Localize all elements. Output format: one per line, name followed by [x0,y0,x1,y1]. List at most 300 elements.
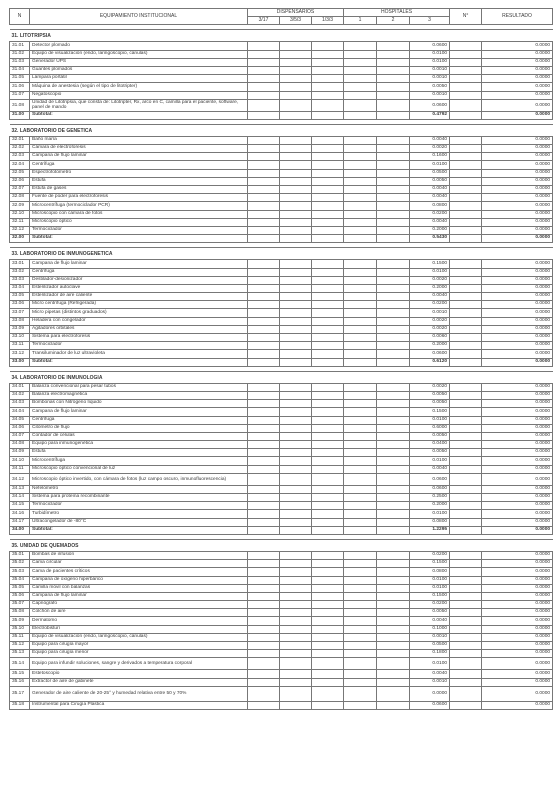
item-description: Lámpara portátil [30,75,248,83]
item-description: Microscopio con cámara de fotos [30,210,248,218]
empty-cell [312,408,344,416]
table-row [10,145,553,153]
empty-cell [312,58,344,66]
table-row [10,58,553,66]
item-count [450,99,482,111]
table-row [10,186,553,194]
empty-cell [280,284,312,292]
empty-cell [377,83,410,91]
item-result: 0.0000 [482,391,553,399]
item-count [450,551,482,559]
item-description: Generador de aire caliente de 20-25° y humedad relativa entre 50 y 70% [30,686,248,701]
empty-cell [377,473,410,485]
empty-cell [280,670,312,678]
empty-cell [280,617,312,625]
table-row [10,617,553,625]
item-code: 34.02 [10,391,30,399]
empty-cell [280,91,312,99]
item-count [450,441,482,449]
item-count [450,342,482,350]
item-count [450,383,482,391]
item-value: 0.0020 [410,145,450,153]
item-value: 0.2000 [410,502,450,510]
item-description: Esterilizador de aire caliente [30,293,248,301]
empty-cell [312,670,344,678]
equipment-header: EQUIPAMIENTO INSTITUCIONAL [30,9,248,25]
item-result: 0.0000 [482,186,553,194]
item-code: 33.08 [10,317,30,325]
table-row [10,601,553,609]
item-value: 0.0600 [410,473,450,485]
sub-header: 1 [344,17,377,25]
subtotal-row [10,111,553,119]
sub-header: 3/17 [248,17,280,25]
item-count [450,226,482,234]
empty-cell [248,457,280,465]
item-code: 33.02 [10,268,30,276]
item-result: 0.0000 [482,50,553,58]
empty-cell [248,301,280,309]
empty-cell [344,186,377,194]
empty-cell [377,153,410,161]
table-row [10,301,553,309]
empty-cell [344,260,377,268]
empty-cell [248,99,280,111]
item-value: 0.0010 [410,91,450,99]
item-description: Cama de pacientes críticos [30,568,248,576]
empty-cell [280,584,312,592]
table-row [10,686,553,701]
item-count [450,576,482,584]
empty-cell [248,473,280,485]
empty-cell [377,625,410,633]
item-description: Bombonas con Nitrógeno líquido [30,400,248,408]
section-title: 31. LITOTRIPSIA [10,30,553,42]
item-value: 0.0060 [410,334,450,342]
empty-cell [248,83,280,91]
empty-cell [344,485,377,493]
item-count [450,485,482,493]
item-result: 0.0000 [482,145,553,153]
empty-cell [280,465,312,473]
table-row [10,494,553,502]
item-description: Centrífuga [30,161,248,169]
empty-cell [344,66,377,74]
empty-cell [248,226,280,234]
item-code: 35.14 [10,658,30,670]
item-value: 0.0800 [410,518,450,526]
item-count [450,670,482,678]
empty-cell [377,268,410,276]
item-count [450,284,482,292]
item-result: 0.0000 [482,650,553,658]
item-count [450,153,482,161]
item-description: Transiluminador de luz ultravioleta [30,350,248,358]
empty-cell [280,186,312,194]
empty-cell [248,194,280,202]
hospitales-header: HOSPITALES [344,9,450,17]
item-result: 0.0000 [482,284,553,292]
item-value: 0.0600 [410,350,450,358]
empty-cell [377,601,410,609]
item-description: Equipo de visualización (endo, laringoscopio, cánulas) [30,50,248,58]
empty-cell [248,633,280,641]
item-code: 31.00 [10,111,30,119]
item-count [450,592,482,600]
sub-header: 3/5/3 [280,17,312,25]
empty-cell [248,383,280,391]
empty-cell [280,342,312,350]
item-result: 0.0000 [482,358,553,366]
empty-cell [344,42,377,50]
empty-cell [248,276,280,284]
empty-cell [344,334,377,342]
section-title: 32. LABORATORIO DE GENETICA [10,124,553,136]
empty-cell [312,518,344,526]
item-description: Subtotal: [30,111,248,119]
item-count [450,350,482,358]
subtotal-row [10,358,553,366]
item-count [450,83,482,91]
item-description: Generador UPS [30,58,248,66]
empty-cell [280,686,312,701]
item-description: Unidad de Litotripsia, que consta de: Litotripter, Rx, arco en C, camilla para el paciente, software, panel de mando [30,99,248,111]
item-result: 0.0000 [482,633,553,641]
empty-cell [248,449,280,457]
empty-cell [312,226,344,234]
empty-cell [377,400,410,408]
table-row [10,457,553,465]
item-description: Balanza electromagnética [30,391,248,399]
section-row [10,371,553,383]
empty-cell [280,358,312,366]
item-count [450,50,482,58]
empty-cell [377,584,410,592]
item-result: 0.0000 [482,560,553,568]
item-count [450,494,482,502]
empty-cell [377,260,410,268]
empty-cell [312,633,344,641]
item-value: 0.1800 [410,650,450,658]
item-result: 0.0000 [482,342,553,350]
empty-cell [344,268,377,276]
item-description: Estufa [30,449,248,457]
empty-cell [280,432,312,440]
item-description: Nefelómetro [30,485,248,493]
empty-cell [280,424,312,432]
item-count [450,309,482,317]
empty-cell [248,678,280,686]
empty-cell [377,465,410,473]
item-result: 0.0000 [482,526,553,534]
empty-cell [248,202,280,210]
empty-cell [344,449,377,457]
empty-cell [377,293,410,301]
empty-cell [248,408,280,416]
item-count [450,518,482,526]
item-result: 0.0000 [482,260,553,268]
item-count [450,642,482,650]
empty-cell [280,658,312,670]
item-value: 0.0040 [410,186,450,194]
table-row [10,568,553,576]
table-row [10,317,553,325]
empty-cell [377,75,410,83]
empty-cell [377,342,410,350]
empty-cell [280,592,312,600]
item-value: 0.0600 [410,701,450,709]
empty-cell [280,518,312,526]
item-result: 0.0000 [482,91,553,99]
item-value: 0.0040 [410,670,450,678]
item-code: 32.06 [10,177,30,185]
item-code: 32.11 [10,218,30,226]
empty-cell [248,400,280,408]
empty-cell [248,584,280,592]
empty-cell [344,670,377,678]
empty-cell [377,416,410,424]
item-count [450,601,482,609]
item-value: 0.0010 [410,309,450,317]
empty-cell [248,309,280,317]
item-count [450,218,482,226]
item-description: Centrífuga [30,416,248,424]
empty-cell [312,465,344,473]
item-value: 0.0200 [410,301,450,309]
empty-cell [344,441,377,449]
empty-cell [280,678,312,686]
empty-cell [312,592,344,600]
item-value: 0.0050 [410,391,450,399]
table-row [10,260,553,268]
item-result: 0.0000 [482,268,553,276]
empty-cell [312,136,344,144]
empty-cell [377,334,410,342]
empty-cell [377,317,410,325]
item-result: 0.0000 [482,473,553,485]
item-result: 0.0000 [482,432,553,440]
table-row [10,66,553,74]
item-description: Estufa [30,177,248,185]
item-description: Instrumental para Cirugía Plástica [30,701,248,709]
item-description: Centrífuga [30,268,248,276]
empty-cell [248,701,280,709]
item-code: 34.15 [10,502,30,510]
table-row [10,91,553,99]
item-value: 0.0600 [410,485,450,493]
item-count [450,465,482,473]
item-description: Estufa de gases [30,186,248,194]
item-code: 31.02 [10,50,30,58]
item-code: 31.01 [10,42,30,50]
item-description: Microscopio óptico [30,218,248,226]
empty-cell [344,568,377,576]
table-row [10,325,553,333]
empty-cell [344,111,377,119]
empty-cell [280,260,312,268]
empty-cell [344,473,377,485]
item-result: 0.0000 [482,66,553,74]
empty-cell [280,473,312,485]
item-code: 35.09 [10,617,30,625]
item-value: 0.6000 [410,424,450,432]
item-count [450,276,482,284]
item-count [450,111,482,119]
item-code: 35.03 [10,568,30,576]
empty-cell [248,58,280,66]
empty-cell [344,642,377,650]
empty-cell [312,202,344,210]
empty-cell [280,169,312,177]
item-value: 0.0020 [410,317,450,325]
item-code: 31.03 [10,58,30,66]
empty-cell [280,177,312,185]
empty-cell [377,202,410,210]
empty-cell [280,66,312,74]
item-code: 33.11 [10,342,30,350]
item-value: 0.0200 [410,551,450,559]
empty-cell [248,494,280,502]
item-value: 0.0040 [410,218,450,226]
item-code: 35.16 [10,678,30,686]
item-code: 34.11 [10,465,30,473]
result-header: RESULTADO [482,9,553,25]
item-count [450,650,482,658]
item-code: 34.16 [10,510,30,518]
item-code: 35.12 [10,642,30,650]
empty-cell [344,510,377,518]
item-description: Microcentrífuga (termociclador PCR) [30,202,248,210]
empty-cell [344,136,377,144]
table-row [10,202,553,210]
empty-cell [344,576,377,584]
item-code: 33.05 [10,293,30,301]
corner-cell: N [10,9,30,25]
item-code: 32.09 [10,202,30,210]
empty-cell [377,358,410,366]
item-description: Cámara de electroforesis [30,145,248,153]
item-value: 0.0040 [410,136,450,144]
empty-cell [248,50,280,58]
empty-cell [344,494,377,502]
empty-cell [312,301,344,309]
item-count [450,293,482,301]
item-code: 35.18 [10,701,30,709]
item-code: 35.05 [10,584,30,592]
empty-cell [344,75,377,83]
empty-cell [377,701,410,709]
empty-cell [280,510,312,518]
empty-cell [280,568,312,576]
item-code: 35.02 [10,560,30,568]
item-result: 0.0000 [482,502,553,510]
item-result: 0.0000 [482,136,553,144]
item-result: 0.0000 [482,678,553,686]
empty-cell [312,601,344,609]
table-row [10,268,553,276]
empty-cell [280,153,312,161]
empty-cell [377,235,410,243]
empty-cell [377,383,410,391]
empty-cell [312,617,344,625]
empty-cell [344,678,377,686]
empty-cell [248,260,280,268]
empty-cell [344,432,377,440]
empty-cell [280,502,312,510]
item-value: 0.1500 [410,560,450,568]
empty-cell [280,383,312,391]
item-code: 31.06 [10,83,30,91]
item-count [450,400,482,408]
empty-cell [248,670,280,678]
empty-cell [312,449,344,457]
empty-cell [312,391,344,399]
item-count [450,66,482,74]
table-row [10,625,553,633]
empty-cell [377,568,410,576]
section-row [10,30,553,42]
item-result: 0.0000 [482,202,553,210]
empty-cell [344,592,377,600]
item-count [450,260,482,268]
table-row [10,678,553,686]
empty-cell [344,526,377,534]
item-count [450,633,482,641]
empty-cell [248,91,280,99]
item-count [450,473,482,485]
empty-cell [377,485,410,493]
empty-cell [248,42,280,50]
item-code: 33.07 [10,309,30,317]
item-description: Equipo para inmunogenética [30,441,248,449]
empty-cell [280,202,312,210]
empty-cell [377,510,410,518]
item-code: 34.04 [10,408,30,416]
empty-cell [248,416,280,424]
item-value: 0.0100 [410,576,450,584]
item-value: 0.0400 [410,441,450,449]
empty-cell [312,99,344,111]
table-row [10,416,553,424]
sub-header: 2 [377,17,410,25]
empty-cell [377,325,410,333]
empty-cell [312,342,344,350]
item-value: 0.0010 [410,75,450,83]
empty-cell [312,502,344,510]
empty-cell [312,161,344,169]
item-result: 0.0000 [482,276,553,284]
empty-cell [377,678,410,686]
item-count [450,449,482,457]
item-count [450,678,482,686]
empty-cell [248,66,280,74]
item-code: 34.08 [10,441,30,449]
item-value: 0.0050 [410,449,450,457]
empty-cell [344,99,377,111]
empty-cell [344,465,377,473]
subtotal-row [10,235,553,243]
empty-cell [248,391,280,399]
empty-cell [377,50,410,58]
empty-cell [344,284,377,292]
table-row [10,408,553,416]
item-result: 0.0000 [482,642,553,650]
empty-cell [280,317,312,325]
empty-cell [248,317,280,325]
item-code: 35.10 [10,625,30,633]
item-value: 0.0600 [410,42,450,50]
empty-cell [344,210,377,218]
